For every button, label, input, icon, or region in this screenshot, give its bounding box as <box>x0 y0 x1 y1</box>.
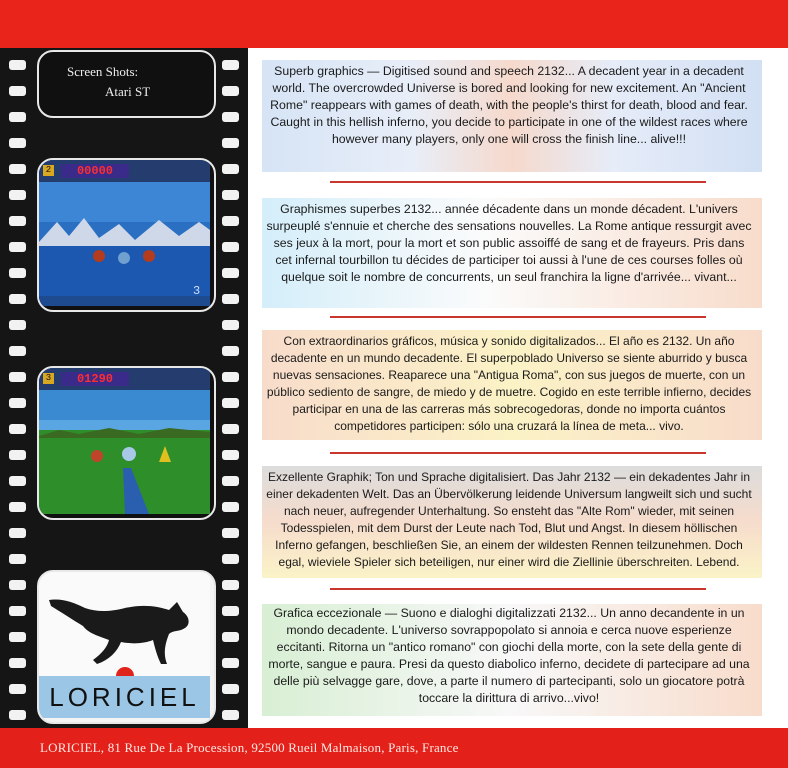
film-perforation <box>222 320 239 330</box>
english-text: Superb graphics — Digitised sound and speech 2132... A decadent year in a decadent world. The overcrowded Universe is bored and looking for new excitement. An "Ancient Rome" reappears with games of death, with the people's thirst for death, blood and fear. Caught in this hellish inferno, you decide to participate in one of the wildest races where however many players, only one will cross the finish line... alive!!! <box>270 64 748 146</box>
spanish-text: Con extraordinarios gráficos, música y sonido digitalizados... El año es 2132. Un año decadente en un mundo decadente. El superpoblado Universo se siente aburrido y busca nuevas sensaciones. Reaparece una "Antigua Roma", con sus juegos de muerte, con un público sediento de sangre, de miedo y de muetre. Cogido en este terrible infierno, decides participar en una de las carreras más sobrecogedoras, donde no importa cuántos competidores participen: sólo una cruzará la línea de meta... vivo. <box>266 334 752 433</box>
film-perforation <box>222 684 239 694</box>
film-perforation <box>9 632 26 642</box>
film-perforation <box>9 138 26 148</box>
film-perforation <box>9 190 26 200</box>
divider-4 <box>330 588 706 590</box>
film-perforation <box>222 372 239 382</box>
hud-2-score: 01290 <box>61 372 129 386</box>
italian-text: Grafica eccezionale — Suono e dialoghi digitalizzati 2132... Un anno decandente in un mondo decadente. L'universo sovrappopolato si annoia e cerca nuove esperienze eccitanti. Ritorna un "antico romano" con giochi della morte, con la sete della gente di morte, sangue e paura. Presi da questo diabolico inferno, decidete di partecipare ad una delle più selvagge gare, dove, a parte il numero di partecipanti, solo un giocatore potrà toccare la dirittura di arrivo...vivo! <box>268 606 750 705</box>
film-perforation <box>222 294 239 304</box>
film-perforation <box>9 606 26 616</box>
film-perforation <box>9 112 26 122</box>
film-perforation <box>9 580 26 590</box>
cat-logo-icon <box>39 572 210 682</box>
french-text: Graphismes superbes 2132... année décadente dans un monde décadent. L'univers surpeuplé s'ennuie et cherche des sensations nouvelles. La Rome antique ressurgit avec ses jeux à la mort, pour la mort et son public assoiffé de sang et de frayeurs. Pris dans cet infernal tourbillon tu décides de participer toi aussi à l'une de ces courses folles où quelque soit le nombre de concurrents, un seul franchira la ligne d'arrivée... vivant... <box>266 202 752 284</box>
top-border <box>0 0 788 48</box>
film-perforation <box>9 164 26 174</box>
footer-address: LORICIEL, 81 Rue De La Procession, 92500 Rueil Malmaison, Paris, France <box>40 740 459 755</box>
film-perforation <box>222 476 239 486</box>
film-perforation <box>9 346 26 356</box>
film-perforation <box>222 242 239 252</box>
film-perforation <box>222 554 239 564</box>
film-perforation <box>9 710 26 720</box>
screenshot-1 <box>37 158 216 312</box>
film-perforation <box>222 398 239 408</box>
caption-line1: Screen Shots: <box>67 64 139 79</box>
film-perforation <box>9 372 26 382</box>
divider-1 <box>330 181 706 183</box>
film-perforation <box>222 268 239 278</box>
screenshot-2 <box>37 366 216 520</box>
film-strip <box>0 48 248 728</box>
film-perforation <box>222 138 239 148</box>
film-perforation <box>222 60 239 70</box>
film-perforation <box>9 450 26 460</box>
film-perforation <box>222 190 239 200</box>
film-perforation <box>222 216 239 226</box>
german-text: Exzellente Graphik; Ton und Sprache digitalisiert. Das Jahr 2132 — ein dekadentes Jahr in einer dekadenten Welt. Das an Übervölkerung leidende Universum langweilt sich und sucht nach neuer, aufregender Unterhaltung. So ensteht das "Alte Rom" wieder, mit seinen Todesspielen, mit dem Durst der Leute nach Tod, Blut und Angst. In diesem höllischen Inferno gefangen, beschließen Sie, an einem der wildesten Rennen teilzunehmen. Doch egal, wieviele Spieler sich beteiligen, nur einer wird die Ziellinie überschreiten. Lebend. <box>266 470 752 569</box>
divider-2 <box>330 316 706 318</box>
hud-1-score: 00000 <box>61 164 129 178</box>
film-perforation <box>9 216 26 226</box>
hud-2-level: 3 <box>43 373 54 384</box>
film-perforation <box>9 242 26 252</box>
logo-frame <box>37 570 216 724</box>
divider-3 <box>330 452 706 454</box>
film-perforation <box>222 502 239 512</box>
film-perforation <box>222 632 239 642</box>
film-perforation <box>9 554 26 564</box>
film-perforation <box>222 528 239 538</box>
film-perforation <box>222 86 239 96</box>
film-perforation <box>9 294 26 304</box>
film-perforation <box>9 398 26 408</box>
film-perforation <box>9 86 26 96</box>
hud-1-counter: 3 <box>193 284 201 298</box>
logo-text: LORICIEL <box>49 682 200 712</box>
hud-1-level: 2 <box>43 165 54 176</box>
film-perforation <box>222 710 239 720</box>
film-perforation <box>222 606 239 616</box>
film-perforation <box>9 658 26 668</box>
film-perforation <box>9 476 26 486</box>
film-perforation <box>9 684 26 694</box>
film-perforation <box>222 580 239 590</box>
film-perforation <box>222 450 239 460</box>
film-perforation <box>9 268 26 278</box>
film-perforation <box>222 112 239 122</box>
film-perforation <box>9 424 26 434</box>
film-perforation <box>222 424 239 434</box>
film-perforation <box>222 658 239 668</box>
film-perforation <box>9 320 26 330</box>
film-perforation <box>222 164 239 174</box>
film-perforation <box>222 346 239 356</box>
caption-frame <box>37 50 216 118</box>
caption-line2: Atari ST <box>105 84 151 99</box>
film-perforation <box>9 528 26 538</box>
film-perforation <box>9 60 26 70</box>
film-perforation <box>9 502 26 512</box>
